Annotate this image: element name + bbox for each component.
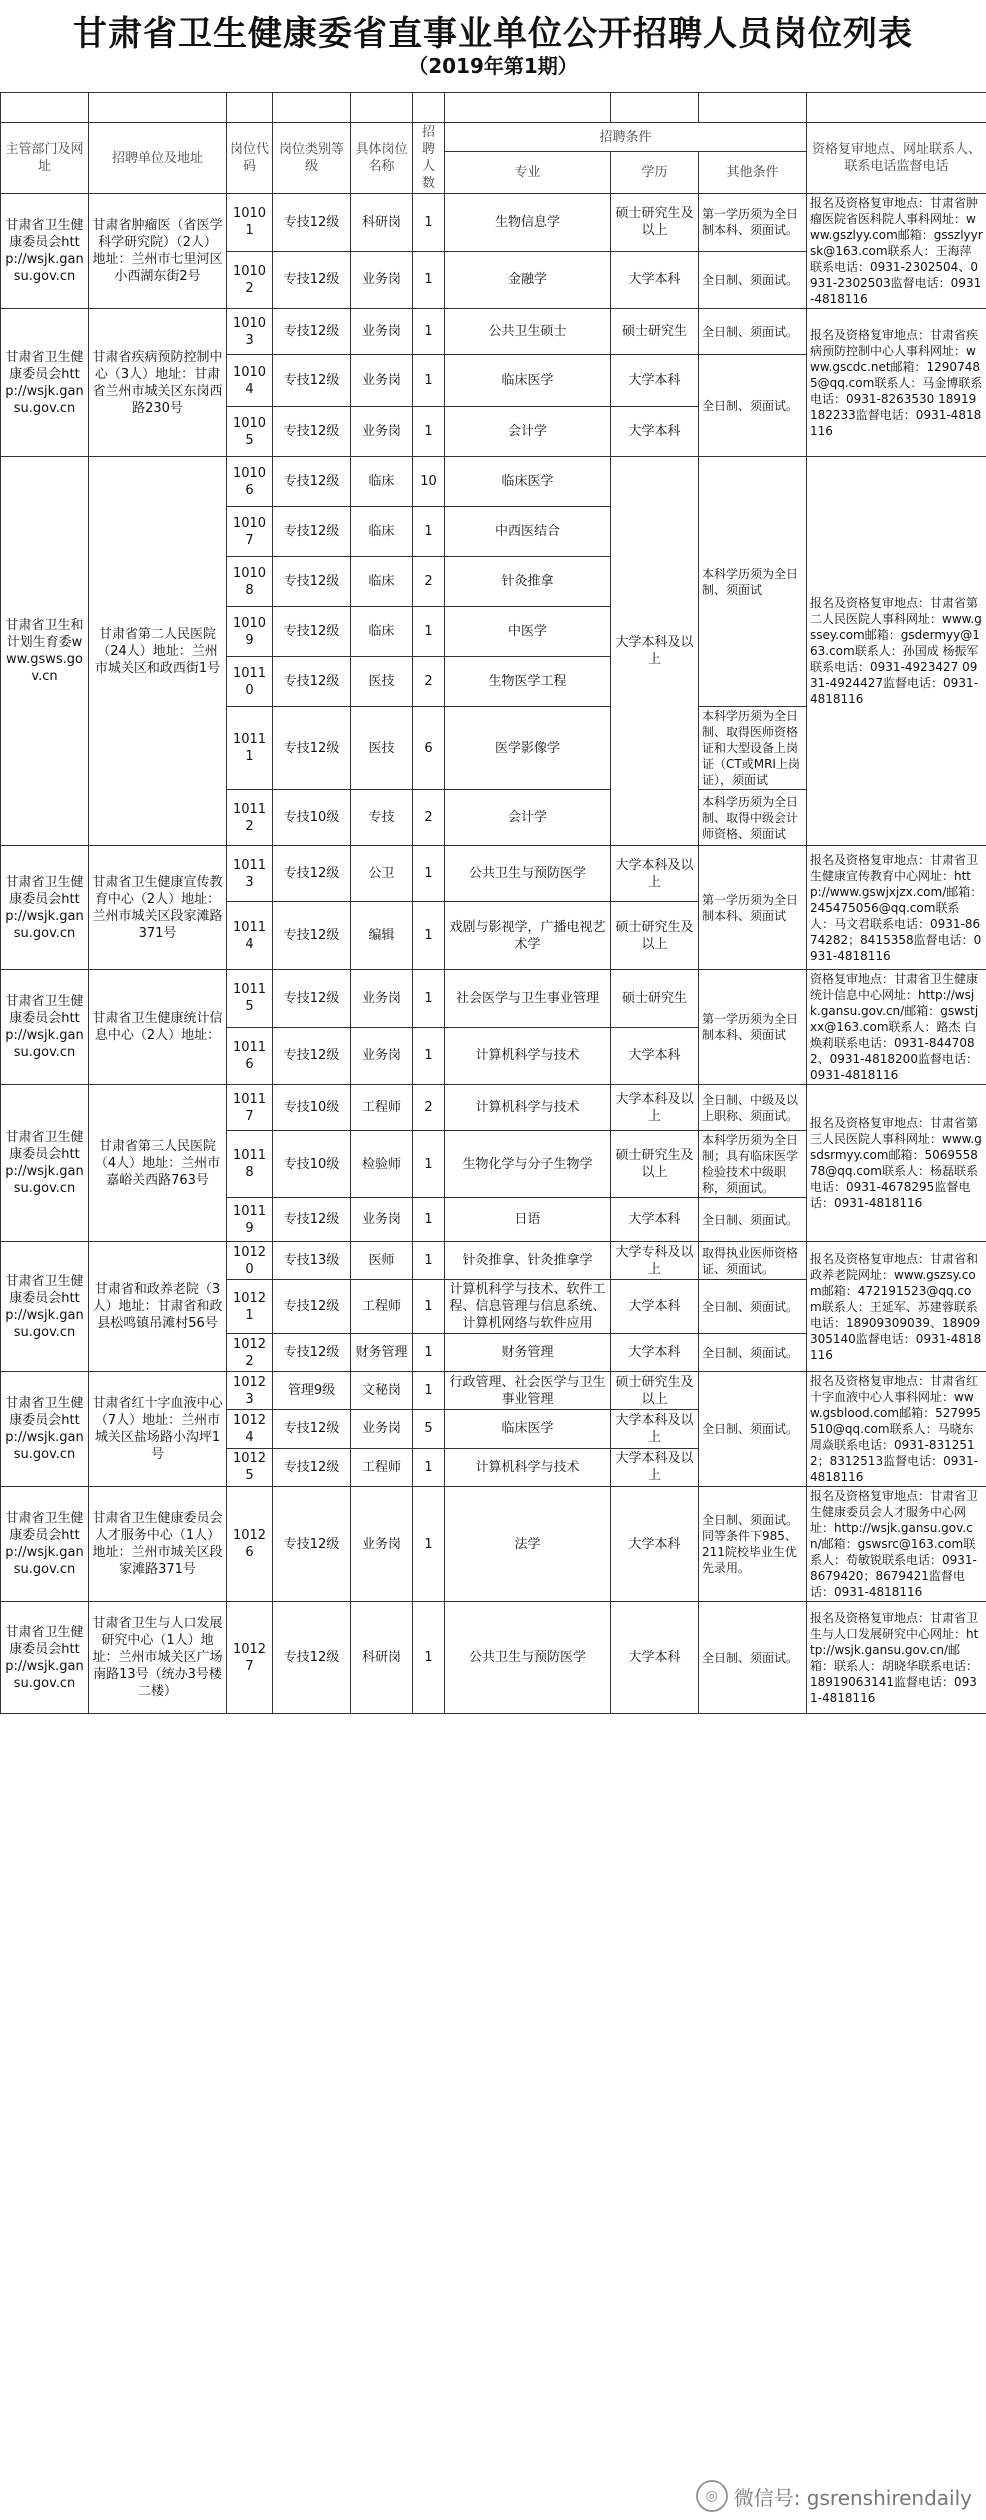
- code-cell: 10119: [227, 1198, 273, 1242]
- education-cell: 大学本科: [611, 1280, 699, 1334]
- other-cell: 全日制、须面试。: [699, 309, 807, 355]
- dept-cell: 甘肃省卫生健康委员会http://wsjk.gansu.gov.cn: [1, 1602, 89, 1714]
- education-cell: 大学本科: [611, 1198, 699, 1242]
- position-cell: 医技: [351, 657, 413, 707]
- position-cell: 文秘岗: [351, 1372, 413, 1410]
- code-cell: 10112: [227, 790, 273, 846]
- education-cell: 大学本科及以上: [611, 846, 699, 902]
- contact-cell: 报名及资格复审地点：甘肃省第三人民医院人事科网址：www.gsdsrmyy.com邮箱：506955878@qq.com联系人：杨磊联系电话：0931-4678295监督电话：0931-4818116: [807, 1085, 986, 1242]
- category-cell: 专技12级: [273, 1334, 351, 1372]
- code-cell: 10103: [227, 309, 273, 355]
- category-cell: 专技12级: [273, 355, 351, 407]
- count-cell: 1: [413, 1448, 445, 1486]
- dept-cell: 甘肃省卫生健康委员会http://wsjk.gansu.gov.cn: [1, 1085, 89, 1242]
- major-cell: 金融学: [445, 251, 611, 309]
- position-cell: 业务岗: [351, 1410, 413, 1448]
- other-cell: 本科学历须为全日制；具有临床医学检验技术中级职称，须面试。: [699, 1131, 807, 1198]
- major-cell: 行政管理、社会医学与卫生事业管理: [445, 1372, 611, 1410]
- category-cell: 专技12级: [273, 902, 351, 970]
- position-cell: 医技: [351, 707, 413, 790]
- category-cell: 专技12级: [273, 407, 351, 457]
- code-cell: 10111: [227, 707, 273, 790]
- education-cell: 大学本科: [611, 1027, 699, 1085]
- major-cell: 财务管理: [445, 1334, 611, 1372]
- position-cell: 公卫: [351, 846, 413, 902]
- unit-cell: 甘肃省疾病预防控制中心（3人）地址：甘肃省兰州市城关区东岗西路230号: [89, 309, 227, 457]
- table-row: [1, 1487, 986, 1602]
- code-cell: 10110: [227, 657, 273, 707]
- position-cell: 业务岗: [351, 1487, 413, 1602]
- count-cell: 1: [413, 1027, 445, 1085]
- contact-cell: 报名及资格复审地点：甘肃省卫生健康委员会人才服务中心网址：http://wsjk.gansu.gov.cn/邮箱：gswsrc@163.com联系人：苟敏锐联系电话：0931-8679420；8679421监督电话：0931-4818116: [807, 1487, 986, 1602]
- dept-cell: 甘肃省卫生健康委员会http://wsjk.gansu.gov.cn: [1, 846, 89, 970]
- position-cell: 检验师: [351, 1131, 413, 1198]
- unit-cell: 甘肃省第二人民医院（24人）地址：兰州市城关区和政西街1号: [89, 457, 227, 846]
- other-cell: 第一学历须为全日制本科、须面试。: [699, 194, 807, 252]
- education-cell: 大学专科及以上: [611, 1242, 699, 1280]
- dept-cell: 甘肃省卫生和计划生育委www.gsws.gov.cn: [1, 457, 89, 846]
- contact-cell: 资格复审地点：甘肃省卫生健康统计信息中心网址：http://wsjk.gansu.gov.cn/邮箱：gswstjxx@163.com联系人：路杰 白焕莉联系电话：0931-8447082、0931-4818200监督电话：0931-4818116: [807, 970, 986, 1085]
- dept-cell: 甘肃省卫生健康委员会http://wsjk.gansu.gov.cn: [1, 1487, 89, 1602]
- count-cell: 1: [413, 1372, 445, 1410]
- major-cell: 法学: [445, 1487, 611, 1602]
- other-cell: 全日制、中级及以上职称、须面试。: [699, 1085, 807, 1131]
- major-cell: 社会医学与卫生事业管理: [445, 970, 611, 1028]
- header-position: 具体岗位名称: [351, 123, 413, 194]
- other-cell: 第一学历须为全日制本科、须面试: [699, 970, 807, 1085]
- unit-cell: 甘肃省肿瘤医（省医学科学研究院）（2人）地址：兰州市七里河区小西湖东街2号: [89, 194, 227, 309]
- header-major: 专业: [445, 152, 611, 194]
- header-category: 岗位类别等级: [273, 123, 351, 194]
- table-row: [1, 457, 986, 507]
- category-cell: 专技12级: [273, 707, 351, 790]
- category-cell: 专技12级: [273, 507, 351, 557]
- unit-cell: 甘肃省卫生健康宣传教育中心（2人）地址：兰州市城关区段家滩路371号: [89, 846, 227, 970]
- position-cell: 编辑: [351, 902, 413, 970]
- category-cell: 专技12级: [273, 970, 351, 1028]
- major-cell: 会计学: [445, 407, 611, 457]
- education-cell: 大学本科及以上: [611, 1085, 699, 1131]
- contact-cell: 报名及资格复审地点：甘肃省肿瘤医院省医科院人事科网址：www.gszlyy.com邮箱：gsszlyyrsk@163.com联系人：王海萍联系电话：0931-2302504、0931-2302503监督电话：0931-4818116: [807, 194, 986, 309]
- major-cell: 公共卫生硕士: [445, 309, 611, 355]
- count-cell: 2: [413, 1085, 445, 1131]
- table-row: [1, 846, 986, 902]
- other-cell: 第一学历须为全日制本科、须面试: [699, 846, 807, 970]
- other-cell: 取得执业医师资格证、须面试。: [699, 1242, 807, 1280]
- count-cell: 2: [413, 557, 445, 607]
- other-cell: 全日制、须面试。: [699, 1198, 807, 1242]
- category-cell: 专技12级: [273, 1487, 351, 1602]
- education-cell: 大学本科: [611, 407, 699, 457]
- code-cell: 10118: [227, 1131, 273, 1198]
- dept-cell: 甘肃省卫生健康委员会http://wsjk.gansu.gov.cn: [1, 1372, 89, 1487]
- watermark: [692, 2478, 976, 2514]
- other-cell: 本科学历须为全日制、取得医师资格证和大型设备上岗证（CT或MRI上岗证），须面试: [699, 707, 807, 790]
- position-cell: 临床: [351, 557, 413, 607]
- table-row: [1, 1372, 986, 1410]
- code-cell: 10123: [227, 1372, 273, 1410]
- other-cell: 本科学历须为全日制、须面试: [699, 457, 807, 707]
- code-cell: 10115: [227, 970, 273, 1028]
- education-cell: 大学本科及以上: [611, 457, 699, 846]
- count-cell: 1: [413, 407, 445, 457]
- contact-cell: 报名及资格复审地点：甘肃省红十字血液中心人事科网址：www.gsblood.com邮箱：527995510@qq.com联系人：马晓东 周焱联系电话：0931-8312512；8312513监督电话：0931-4818116: [807, 1372, 986, 1487]
- code-cell: 10113: [227, 846, 273, 902]
- contact-cell: 报名及资格复审地点：甘肃省卫生健康宣传教育中心网址：http://www.gswjxjzx.com/邮箱：245475056@qq.com联系人：马文君联系电话：0931-8674282；8415358监督电话：0931-4818116: [807, 846, 986, 970]
- education-cell: 硕士研究生及以上: [611, 1372, 699, 1410]
- count-cell: 1: [413, 355, 445, 407]
- position-cell: 工程师: [351, 1280, 413, 1334]
- category-cell: 专技12级: [273, 309, 351, 355]
- count-cell: 1: [413, 1242, 445, 1280]
- table-row: [1, 1602, 986, 1714]
- page-subtitle: （2019年第1期）: [408, 54, 578, 78]
- education-cell: 大学本科及以上: [611, 1448, 699, 1486]
- position-cell: 医师: [351, 1242, 413, 1280]
- education-cell: 大学本科: [611, 1487, 699, 1602]
- header-row-1: [1, 123, 986, 152]
- major-cell: 医学影像学: [445, 707, 611, 790]
- category-cell: 专技12级: [273, 194, 351, 252]
- category-cell: 专技13级: [273, 1242, 351, 1280]
- position-cell: 业务岗: [351, 251, 413, 309]
- other-cell: 全日制、须面试。: [699, 1334, 807, 1372]
- position-cell: 临床: [351, 507, 413, 557]
- dept-cell: 甘肃省卫生健康委员会http://wsjk.gansu.gov.cn: [1, 970, 89, 1085]
- major-cell: 计算机科学与技术: [445, 1085, 611, 1131]
- contact-cell: 报名及资格复审地点：甘肃省第二人民医院人事科网址：www.gssey.com邮箱：gsdermyy@163.com联系人：孙国成 杨振军联系电话：0931-4923427 0931-4924427监督电话：0931-4818116: [807, 457, 986, 846]
- count-cell: 1: [413, 846, 445, 902]
- count-cell: 1: [413, 1198, 445, 1242]
- position-cell: 业务岗: [351, 1198, 413, 1242]
- code-cell: 10109: [227, 607, 273, 657]
- other-cell: 全日制、须面试。: [699, 1602, 807, 1714]
- position-cell: 业务岗: [351, 407, 413, 457]
- header-contact: 资格复审地点、网址联系人、联系电话监督电话: [807, 123, 986, 194]
- position-cell: 科研岗: [351, 194, 413, 252]
- education-cell: 大学本科: [611, 251, 699, 309]
- table-row: [1, 970, 986, 1028]
- dept-cell: 甘肃省卫生健康委员会http://wsjk.gansu.gov.cn: [1, 1242, 89, 1372]
- dept-cell: 甘肃省卫生健康委员会http://wsjk.gansu.gov.cn: [1, 194, 89, 309]
- header-other: 其他条件: [699, 152, 807, 194]
- position-cell: 业务岗: [351, 970, 413, 1028]
- count-cell: 10: [413, 457, 445, 507]
- count-cell: 1: [413, 507, 445, 557]
- code-cell: 10121: [227, 1280, 273, 1334]
- education-cell: 硕士研究生及以上: [611, 902, 699, 970]
- table-row: [1, 194, 986, 252]
- count-cell: 1: [413, 251, 445, 309]
- category-cell: 专技12级: [273, 1448, 351, 1486]
- table-body: [1, 194, 986, 1714]
- code-cell: 10120: [227, 1242, 273, 1280]
- code-cell: 10116: [227, 1027, 273, 1085]
- code-cell: 10108: [227, 557, 273, 607]
- contact-cell: 报名及资格复审地点：甘肃省和政养老院网址：www.gszsy.com邮箱：472191523@qq.com联系人：王延军、苏建蓉联系电话：18909309039、18909305140监督电话：0931-4818116: [807, 1242, 986, 1372]
- major-cell: 计算机科学与技术、软件工程、信息管理与信息系统、计算机网络与软件应用: [445, 1280, 611, 1334]
- unit-cell: 甘肃省和政养老院（3人）地址：甘肃省和政县松鸣镇吊滩村56号: [89, 1242, 227, 1372]
- major-cell: 计算机科学与技术: [445, 1027, 611, 1085]
- major-cell: 生物医学工程: [445, 657, 611, 707]
- count-cell: 1: [413, 970, 445, 1028]
- other-cell: 全日制、须面试。同等条件下985、211院校毕业生优先录用。: [699, 1487, 807, 1602]
- unit-cell: 甘肃省卫生与人口发展研究中心（1人）地址：兰州市城关区广场南路13号（统办3号楼二楼）: [89, 1602, 227, 1714]
- dept-cell: 甘肃省卫生健康委员会http://wsjk.gansu.gov.cn: [1, 309, 89, 457]
- major-cell: 临床医学: [445, 457, 611, 507]
- major-cell: 中西医结合: [445, 507, 611, 557]
- other-cell: 全日制、须面试。: [699, 251, 807, 309]
- count-cell: 1: [413, 1131, 445, 1198]
- code-cell: 10122: [227, 1334, 273, 1372]
- category-cell: 专技10级: [273, 1085, 351, 1131]
- contact-cell: 报名及资格复审地点：甘肃省疾病预防控制中心人事科网址：www.gscdc.net邮箱：12907485@qq.com联系人：马金博联系电话：0931-8263530 18919182233监督电话：0931-4818116: [807, 309, 986, 457]
- contact-cell: 报名及资格复审地点：甘肃省卫生与人口发展研究中心网址：http://wsjk.gansu.gov.cn/邮箱：联系人：胡晓华联系电话：18919063141监督电话：0931-4818116: [807, 1602, 986, 1714]
- count-cell: 1: [413, 607, 445, 657]
- category-cell: 专技12级: [273, 1027, 351, 1085]
- position-cell: 临床: [351, 457, 413, 507]
- count-cell: 1: [413, 1487, 445, 1602]
- code-cell: 10125: [227, 1448, 273, 1486]
- category-cell: 专技12级: [273, 251, 351, 309]
- page-title: 甘肃省卫生健康委省直事业单位公开招聘人员岗位列表: [73, 14, 913, 54]
- count-cell: 1: [413, 1602, 445, 1714]
- count-cell: 1: [413, 902, 445, 970]
- major-cell: 计算机科学与技术: [445, 1448, 611, 1486]
- job-table: [0, 92, 986, 1714]
- position-cell: 业务岗: [351, 309, 413, 355]
- category-cell: 专技12级: [273, 1198, 351, 1242]
- count-cell: 2: [413, 657, 445, 707]
- category-cell: 专技12级: [273, 1602, 351, 1714]
- count-cell: 6: [413, 707, 445, 790]
- education-cell: 大学本科及以上: [611, 1410, 699, 1448]
- wechat-icon: ◎: [696, 2480, 728, 2512]
- code-cell: 10127: [227, 1602, 273, 1714]
- major-cell: 临床医学: [445, 1410, 611, 1448]
- education-cell: 大学本科: [611, 1334, 699, 1372]
- code-cell: 10106: [227, 457, 273, 507]
- major-cell: 临床医学: [445, 355, 611, 407]
- header-unit: 招聘单位及地址: [89, 123, 227, 194]
- category-cell: 专技12级: [273, 846, 351, 902]
- category-cell: 专技10级: [273, 790, 351, 846]
- position-cell: 工程师: [351, 1448, 413, 1486]
- major-cell: 生物信息学: [445, 194, 611, 252]
- unit-cell: 甘肃省卫生健康委员会人才服务中心（1人）地址：兰州市城关区段家滩路371号: [89, 1487, 227, 1602]
- table-row: [1, 309, 986, 355]
- education-cell: 硕士研究生及以上: [611, 194, 699, 252]
- position-cell: 科研岗: [351, 1602, 413, 1714]
- code-cell: 10124: [227, 1410, 273, 1448]
- position-cell: 专技: [351, 790, 413, 846]
- position-cell: 财务管理: [351, 1334, 413, 1372]
- category-cell: 专技10级: [273, 1131, 351, 1198]
- count-cell: 2: [413, 790, 445, 846]
- code-cell: 10117: [227, 1085, 273, 1131]
- other-cell: 全日制、须面试。: [699, 1372, 807, 1487]
- count-cell: 1: [413, 1280, 445, 1334]
- position-cell: 业务岗: [351, 1027, 413, 1085]
- header-count: 招聘人数: [413, 123, 445, 194]
- education-cell: 硕士研究生: [611, 970, 699, 1028]
- major-cell: 针灸推拿: [445, 557, 611, 607]
- unit-cell: 甘肃省卫生健康统计信息中心（2人）地址：: [89, 970, 227, 1085]
- watermark-text: 微信号: gsrenshirendaily: [733, 2485, 972, 2510]
- major-cell: 戏剧与影视学，广播电视艺术学: [445, 902, 611, 970]
- code-cell: 10126: [227, 1487, 273, 1602]
- category-cell: 专技12级: [273, 607, 351, 657]
- major-cell: 公共卫生与预防医学: [445, 1602, 611, 1714]
- major-cell: 公共卫生与预防医学: [445, 846, 611, 902]
- count-cell: 1: [413, 1334, 445, 1372]
- position-cell: 业务岗: [351, 355, 413, 407]
- code-cell: 10102: [227, 251, 273, 309]
- major-cell: 针灸推拿、针灸推拿学: [445, 1242, 611, 1280]
- unit-cell: 甘肃省红十字血液中心（7人）地址：兰州市城关区盐场路小沟坪1号: [89, 1372, 227, 1487]
- major-cell: 会计学: [445, 790, 611, 846]
- header-code: 岗位代码: [227, 123, 273, 194]
- major-cell: 日语: [445, 1198, 611, 1242]
- unit-cell: 甘肃省第三人民医院（4人）地址：兰州市嘉峪关西路763号: [89, 1085, 227, 1242]
- spacer-row: [1, 93, 986, 123]
- position-cell: 工程师: [351, 1085, 413, 1131]
- education-cell: 大学本科: [611, 355, 699, 407]
- count-cell: 5: [413, 1410, 445, 1448]
- code-cell: 10114: [227, 902, 273, 970]
- count-cell: 1: [413, 194, 445, 252]
- table-row: [1, 1242, 986, 1280]
- code-cell: 10104: [227, 355, 273, 407]
- code-cell: 10107: [227, 507, 273, 557]
- count-cell: 1: [413, 309, 445, 355]
- code-cell: 10101: [227, 194, 273, 252]
- position-cell: 临床: [351, 607, 413, 657]
- education-cell: 硕士研究生及以上: [611, 1131, 699, 1198]
- major-cell: 中医学: [445, 607, 611, 657]
- category-cell: 专技12级: [273, 557, 351, 607]
- category-cell: 专技12级: [273, 657, 351, 707]
- code-cell: 10105: [227, 407, 273, 457]
- category-cell: 专技12级: [273, 1410, 351, 1448]
- header-dept: 主管部门及网址: [1, 123, 89, 194]
- major-cell: 生物化学与分子生物学: [445, 1131, 611, 1198]
- category-cell: 专技12级: [273, 1280, 351, 1334]
- education-cell: 大学本科: [611, 1602, 699, 1714]
- other-cell: 全日制、须面试。: [699, 1280, 807, 1334]
- category-cell: 专技12级: [273, 457, 351, 507]
- category-cell: 管理9级: [273, 1372, 351, 1410]
- education-cell: 硕士研究生: [611, 309, 699, 355]
- table-row: [1, 1085, 986, 1131]
- other-cell: 本科学历须为全日制、取得中级会计师资格、须面试: [699, 790, 807, 846]
- header-education: 学历: [611, 152, 699, 194]
- header-conditions: 招聘条件: [445, 123, 807, 152]
- other-cell: 全日制、须面试。: [699, 355, 807, 457]
